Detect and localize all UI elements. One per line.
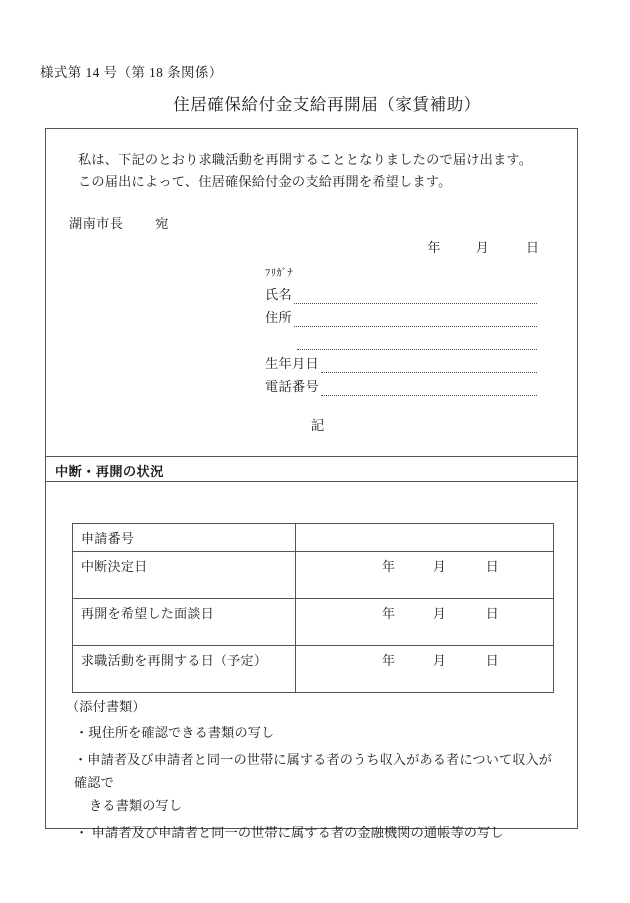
field-label-birthdate: 生年月日 [265,356,319,371]
table-cell-label-application-number: 申請番号 [73,524,296,552]
attachment-item-continuation: きる書類の写し [89,798,183,813]
section-title: 中断・再開の状況 [55,464,164,479]
lead-paragraph [78,149,532,193]
attachment-item: ・ 申請者及び申請者と同一の世帯に属する者の金融機関の通帳等の写し [75,825,504,840]
addressee-name: 湖南市長 [69,216,124,231]
form-frame [45,128,578,840]
attachment-item: ・現住所を確認できる書類の写し [75,725,275,740]
date-month-label: 月 [432,559,447,574]
field-input-address[interactable] [294,311,537,327]
attachment-item-text: ・申請者及び申請者と同一の世帯に属する者のうち収入がある者について収入が確認で [74,752,553,790]
table-cell-value-resume-date[interactable] [296,646,554,693]
attachments-section [66,696,561,848]
lead-line-2: この届出によって、住居確保給付金の支給再開を希望します。 [78,174,452,189]
table-cell-label-suspension-date: 中断決定日 [73,552,296,599]
submission-date-line[interactable] [427,237,539,256]
field-address-continuation[interactable] [265,327,537,350]
table-cell-value-application-number[interactable] [296,524,554,552]
table-cell-label-interview-date: 再開を希望した面談日 [73,599,296,646]
date-month-label: 月 [432,653,447,668]
status-table [72,523,554,693]
form-number: 様式第 14 号（第 18 条関係） [40,65,223,80]
field-label-name: 氏名 [265,287,292,302]
date-day-label: 日 [485,606,500,621]
field-furigana[interactable] [265,260,537,281]
attachments-title: （添付書類） [66,699,146,714]
date-month-label: 月 [432,606,447,621]
section-header-band [45,456,578,482]
field-address[interactable] [265,304,537,327]
field-name[interactable] [265,281,537,304]
date-year-label: 年 [382,653,396,668]
table-row [73,599,554,646]
table-cell-label-resume-date: 求職活動を再開する日（予定） [73,646,296,693]
document-title: 住居確保給付金支給再開届（家賃補助） [173,95,481,114]
table-row [73,552,554,599]
kiji-marker: 記 [310,418,325,433]
date-year-label: 年 [382,606,396,621]
field-input-address-line2[interactable] [297,334,537,350]
date-fields [304,603,545,622]
field-input-name[interactable] [294,288,537,304]
addressee-suffix: 宛 [155,216,169,231]
date-day-label: 日 [525,240,539,255]
field-phone[interactable] [265,373,537,396]
attachment-item [66,748,561,817]
field-label-address: 住所 [265,310,292,325]
date-fields [304,650,545,669]
field-label-phone: 電話番号 [265,379,319,394]
date-day-label: 日 [485,653,500,668]
date-fields [304,556,545,575]
table-row [73,524,554,552]
date-year-label: 年 [427,240,441,255]
lead-line-1: 私は、下記のとおり求職活動を再開することとなりましたので届け出ます。 [78,152,533,167]
table-row [73,646,554,693]
applicant-fields [265,260,537,396]
field-input-furigana[interactable] [295,266,537,281]
date-year-label: 年 [382,559,396,574]
addressee-line [69,213,169,232]
table-cell-value-suspension-date[interactable] [296,552,554,599]
date-day-label: 日 [485,559,500,574]
field-label-furigana: ﾌﾘｶﾞﾅ [265,268,294,279]
field-input-phone[interactable] [321,380,537,396]
field-input-birthdate[interactable] [321,357,537,373]
table-cell-value-interview-date[interactable] [296,599,554,646]
field-birthdate[interactable] [265,350,537,373]
date-month-label: 月 [475,240,489,255]
